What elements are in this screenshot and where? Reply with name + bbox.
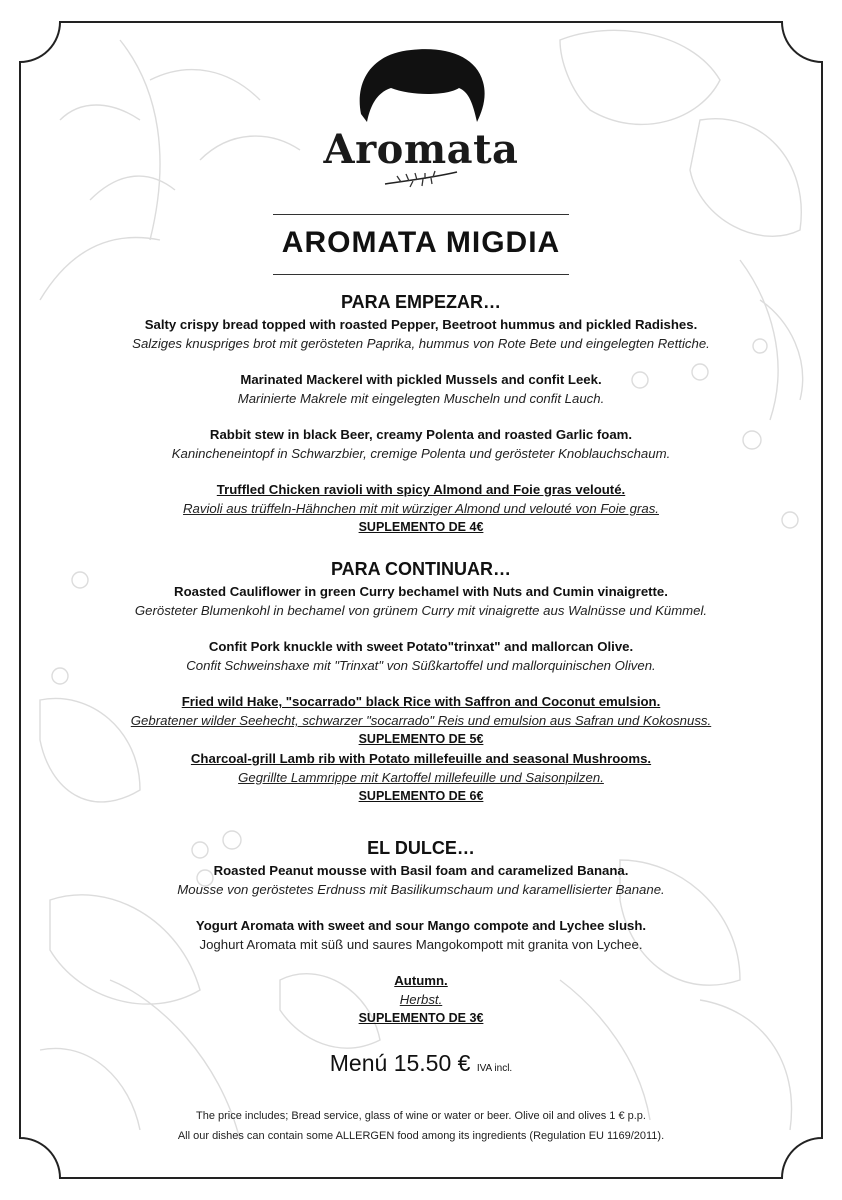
menu-title: AROMATA MIGDIA	[281, 226, 561, 259]
dish-name: Confit Pork knuckle with sweet Potato"trinxat" and mallorcan Olive.	[208, 639, 634, 654]
dish-name: Charcoal-grill Lamb rib with Potato millefeuille and seasonal Mushrooms.	[190, 751, 652, 766]
dish-name: Salty crispy bread topped with roasted Pepper, Beetroot hummus and pickled Radishes.	[144, 317, 698, 332]
dish-translation: Gerösteter Blumenkohl in bechamel von grünem Curry mit vinaigrette aus Walnüsse und Kümmel.	[134, 603, 708, 618]
dish-name: Yogurt Aromata with sweet and sour Mango compote and Lychee slush.	[195, 918, 647, 933]
menu-content	[60, 0, 782, 1200]
dish	[60, 637, 782, 675]
section-title-mains: PARA CONTINUAR…	[331, 559, 511, 579]
dish	[60, 971, 782, 1028]
dish-translation: Herbst.	[399, 992, 443, 1007]
dish-name: Roasted Peanut mousse with Basil foam and caramelized Banana.	[213, 863, 629, 878]
dish	[60, 582, 782, 620]
dish-name: Roasted Cauliflower in green Curry bechamel with Nuts and Cumin vinaigrette.	[174, 584, 668, 599]
dish-name: Truffled Chicken ravioli with spicy Almond and Foie gras velouté.	[216, 482, 626, 497]
dish-name: Marinated Mackerel with pickled Mussels and confit Leek.	[240, 372, 602, 387]
dish-translation: Mousse von geröstetes Erdnuss mit Basilikumschaum und karamellisierter Banane.	[177, 882, 665, 897]
supplement-label: SUPLEMENTO DE 4€	[358, 520, 484, 534]
dish-translation: Joghurt Aromata mit süß und saures Mangokompott mit granita von Lychee.	[199, 937, 643, 952]
footer-price-includes: The price includes; Bread service, glass of wine or water or beer. Olive oil and olives 1 € p.p.	[195, 1110, 646, 1122]
dish	[60, 749, 782, 806]
dish-name: Autumn.	[394, 973, 448, 988]
brand-wordmark: Aromata	[323, 126, 519, 173]
dish	[60, 315, 782, 353]
dish-translation: Kanincheneintopf in Schwarzbier, cremige Polenta und gerösteter Knoblauchschaum.	[171, 446, 671, 461]
brand-logo	[321, 44, 521, 194]
dish	[60, 370, 782, 408]
supplement-label: SUPLEMENTO DE 6€	[358, 789, 484, 803]
dish-translation: Ravioli aus trüffeln-Hähnchen mit mit würziger Almond und velouté von Foie gras.	[183, 501, 659, 516]
price-value: Menú 15.50 €	[329, 1050, 471, 1076]
footer-allergen-note: All our dishes can contain some ALLERGEN food among its ingredients (Regulation EU 1169/2011).	[177, 1130, 665, 1142]
hair-silhouette-icon	[351, 44, 491, 124]
dish	[60, 425, 782, 463]
dish-translation: Gegrillte Lammrippe mit Kartoffel millefeuille und Saisonpilzen.	[238, 770, 604, 785]
menu-price	[60, 1050, 782, 1077]
dish-name: Fried wild Hake, "socarrado" black Rice with Saffron and Coconut emulsion.	[181, 694, 661, 709]
dish-translation: Salziges knuspriges brot mit gerösteten Paprika, hummus von Rote Bete und eingelegten Rettiche.	[132, 336, 710, 351]
herb-sprig-icon	[381, 168, 461, 192]
supplement-label: SUPLEMENTO DE 5€	[358, 732, 484, 746]
title-rule-bottom	[273, 274, 569, 275]
supplement-label: SUPLEMENTO DE 3€	[358, 1011, 484, 1025]
footer-notes	[60, 1106, 782, 1146]
section-title-starters: PARA EMPEZAR…	[340, 292, 501, 312]
section-title-dessert: EL DULCE…	[367, 838, 475, 858]
dish	[60, 916, 782, 954]
dish-translation: Confit Schweinshaxe mit "Trinxat" von Süßkartoffel und mallorquinischen Oliven.	[186, 658, 656, 673]
dish-translation: Marinierte Makrele mit eingelegten Muscheln und confit Lauch.	[237, 391, 605, 406]
dish-name: Rabbit stew in black Beer, creamy Polenta and roasted Garlic foam.	[209, 427, 633, 442]
dish	[60, 861, 782, 899]
title-rule-top	[273, 214, 569, 215]
dish	[60, 480, 782, 537]
price-tax-note: IVA incl.	[476, 1063, 513, 1074]
dish	[60, 692, 782, 749]
menu-sections	[60, 292, 782, 1028]
dish-translation: Gebratener wilder Seehecht, schwarzer "socarrado" Reis und emulsion aus Safran und Kokosnuss.	[130, 713, 712, 728]
